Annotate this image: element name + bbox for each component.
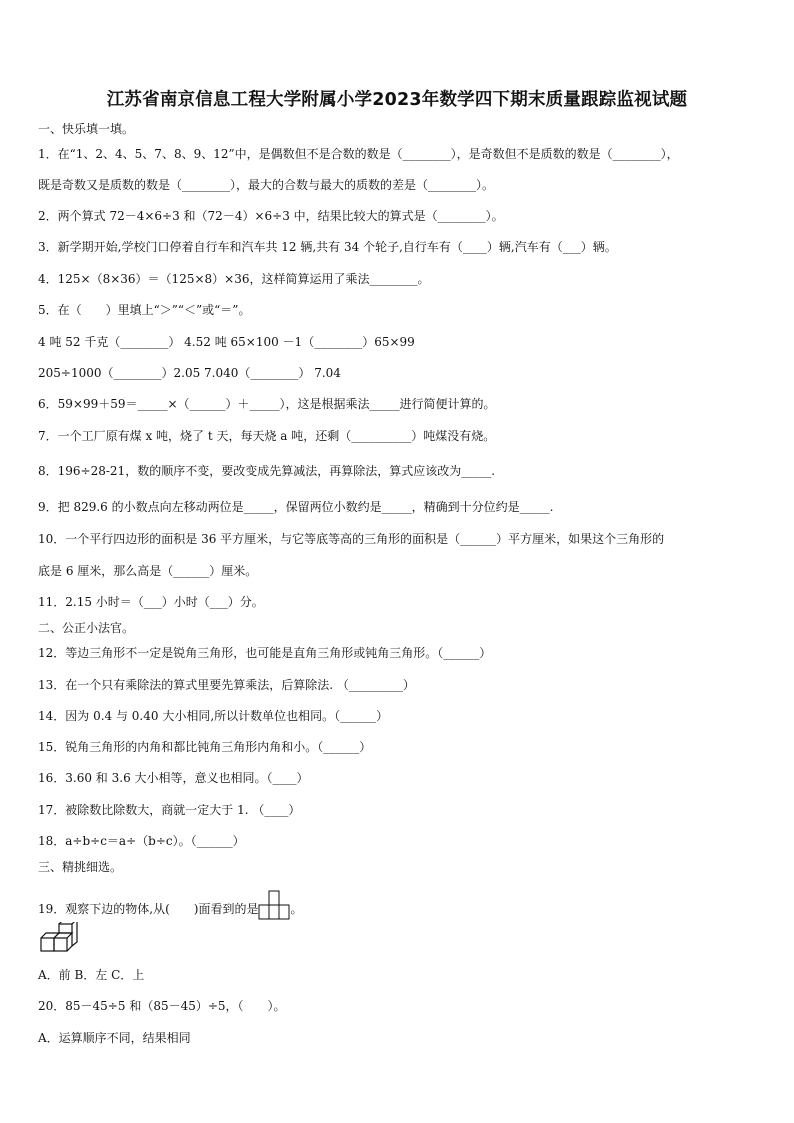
- question-3: 3．新学期开始,学校门口停着自行车和汽车共 12 辆,共有 34 个轮子,自行车有（____）辆,汽车有（___）辆。: [38, 240, 617, 254]
- question-1-line-2: 既是奇数又是质数的数是（________），最大的合数与最大的质数的差是（________）。: [38, 178, 495, 192]
- question-11: 11．2.15 小时＝（___）小时（___）分。: [38, 595, 264, 609]
- section-heading-multiple-choice: 三、精挑细选。: [38, 860, 123, 874]
- page-title: 江苏省南京信息工程大学附属小学2023年数学四下期末质量跟踪监视试题: [106, 90, 688, 110]
- cube-stack-icon: [38, 922, 80, 962]
- question-8: 8．196÷28-21，数的顺序不变，要改变成先算减法，再算除法，算式应该改为_____.: [38, 464, 496, 478]
- question-9: 9．把 829.6 的小数点向左移动两位是_____，保留两位小数约是_____，精确到十分位约是_____.: [38, 500, 554, 514]
- square-grid-view-icon: [258, 890, 290, 929]
- question-10-line-1: 10．一个平行四边形的面积是 36 平方厘米，与它等底等高的三角形的面积是（______）平方厘米，如果这个三角形的: [38, 532, 665, 546]
- question-20: 20．85－45÷5 和（85－45）÷5，（ ）。: [38, 999, 286, 1013]
- question-18: 18．a÷b÷c＝a÷（b÷c）。（______）: [38, 834, 245, 848]
- question-17: 17．被除数比除数大，商就一定大于 1. （____）: [38, 803, 301, 817]
- question-20-option-a: A．运算顺序不同，结果相同: [38, 1031, 191, 1045]
- question-4: 4．125×（8×36）＝（125×8）×36，这样简算运用了乘法________。: [38, 272, 430, 286]
- question-19-text: 19．观察下边的物体,从( )面看到的是: [38, 902, 259, 916]
- question-14: 14．因为 0.4 与 0.40 大小相同,所以计数单位也相同。（______）: [38, 709, 389, 723]
- question-5: 5．在（ ）里填上“＞”“＜”或“＝”。: [38, 303, 251, 317]
- question-16: 16．3.60 和 3.6 大小相等，意义也相同。（____）: [38, 771, 309, 785]
- question-15: 15．锐角三角形的内角和都比钝角三角形内角和小。（______）: [38, 740, 372, 754]
- question-5-row-2: 205÷1000（________）2.05 7.040（________） 7.04: [38, 366, 341, 380]
- question-1-line-1: 1．在“1、2、4、5、7、8、9、12”中，是偶数但不是合数的数是（________），是奇数但不是质数的数是（________），: [38, 147, 679, 161]
- question-19: [38, 890, 302, 916]
- question-19-options: A．前 B．左 C．上: [38, 968, 145, 982]
- question-13: 13．在一个只有乘除法的算式里要先算乘法，后算除法. （_________）: [38, 678, 415, 692]
- question-19-end: 。: [290, 902, 303, 916]
- question-6: 6．59×99＋59＝_____×（______）＋_____），这是根据乘法_____进行简便计算的。: [38, 397, 496, 411]
- section-heading-fill-in: 一、快乐填一填。: [38, 122, 135, 136]
- section-heading-true-false: 二、公正小法官。: [38, 621, 135, 635]
- question-7: 7．一个工厂原有煤 x 吨，烧了 t 天，每天烧 a 吨，还剩（__________）吨煤没有烧。: [38, 429, 496, 443]
- question-12: 12．等边三角形不一定是锐角三角形，也可能是直角三角形或钝角三角形。（______）: [38, 646, 492, 660]
- question-2: 2．两个算式 72－4×6÷3 和（72－4）×6÷3 中，结果比较大的算式是（________）。: [38, 209, 504, 223]
- question-10-line-2: 底是 6 厘米，那么高是（______）厘米。: [38, 564, 258, 578]
- question-5-row-1: 4 吨 52 千克（________） 4.52 吨 65×100 －1（________）65×99: [38, 335, 415, 349]
